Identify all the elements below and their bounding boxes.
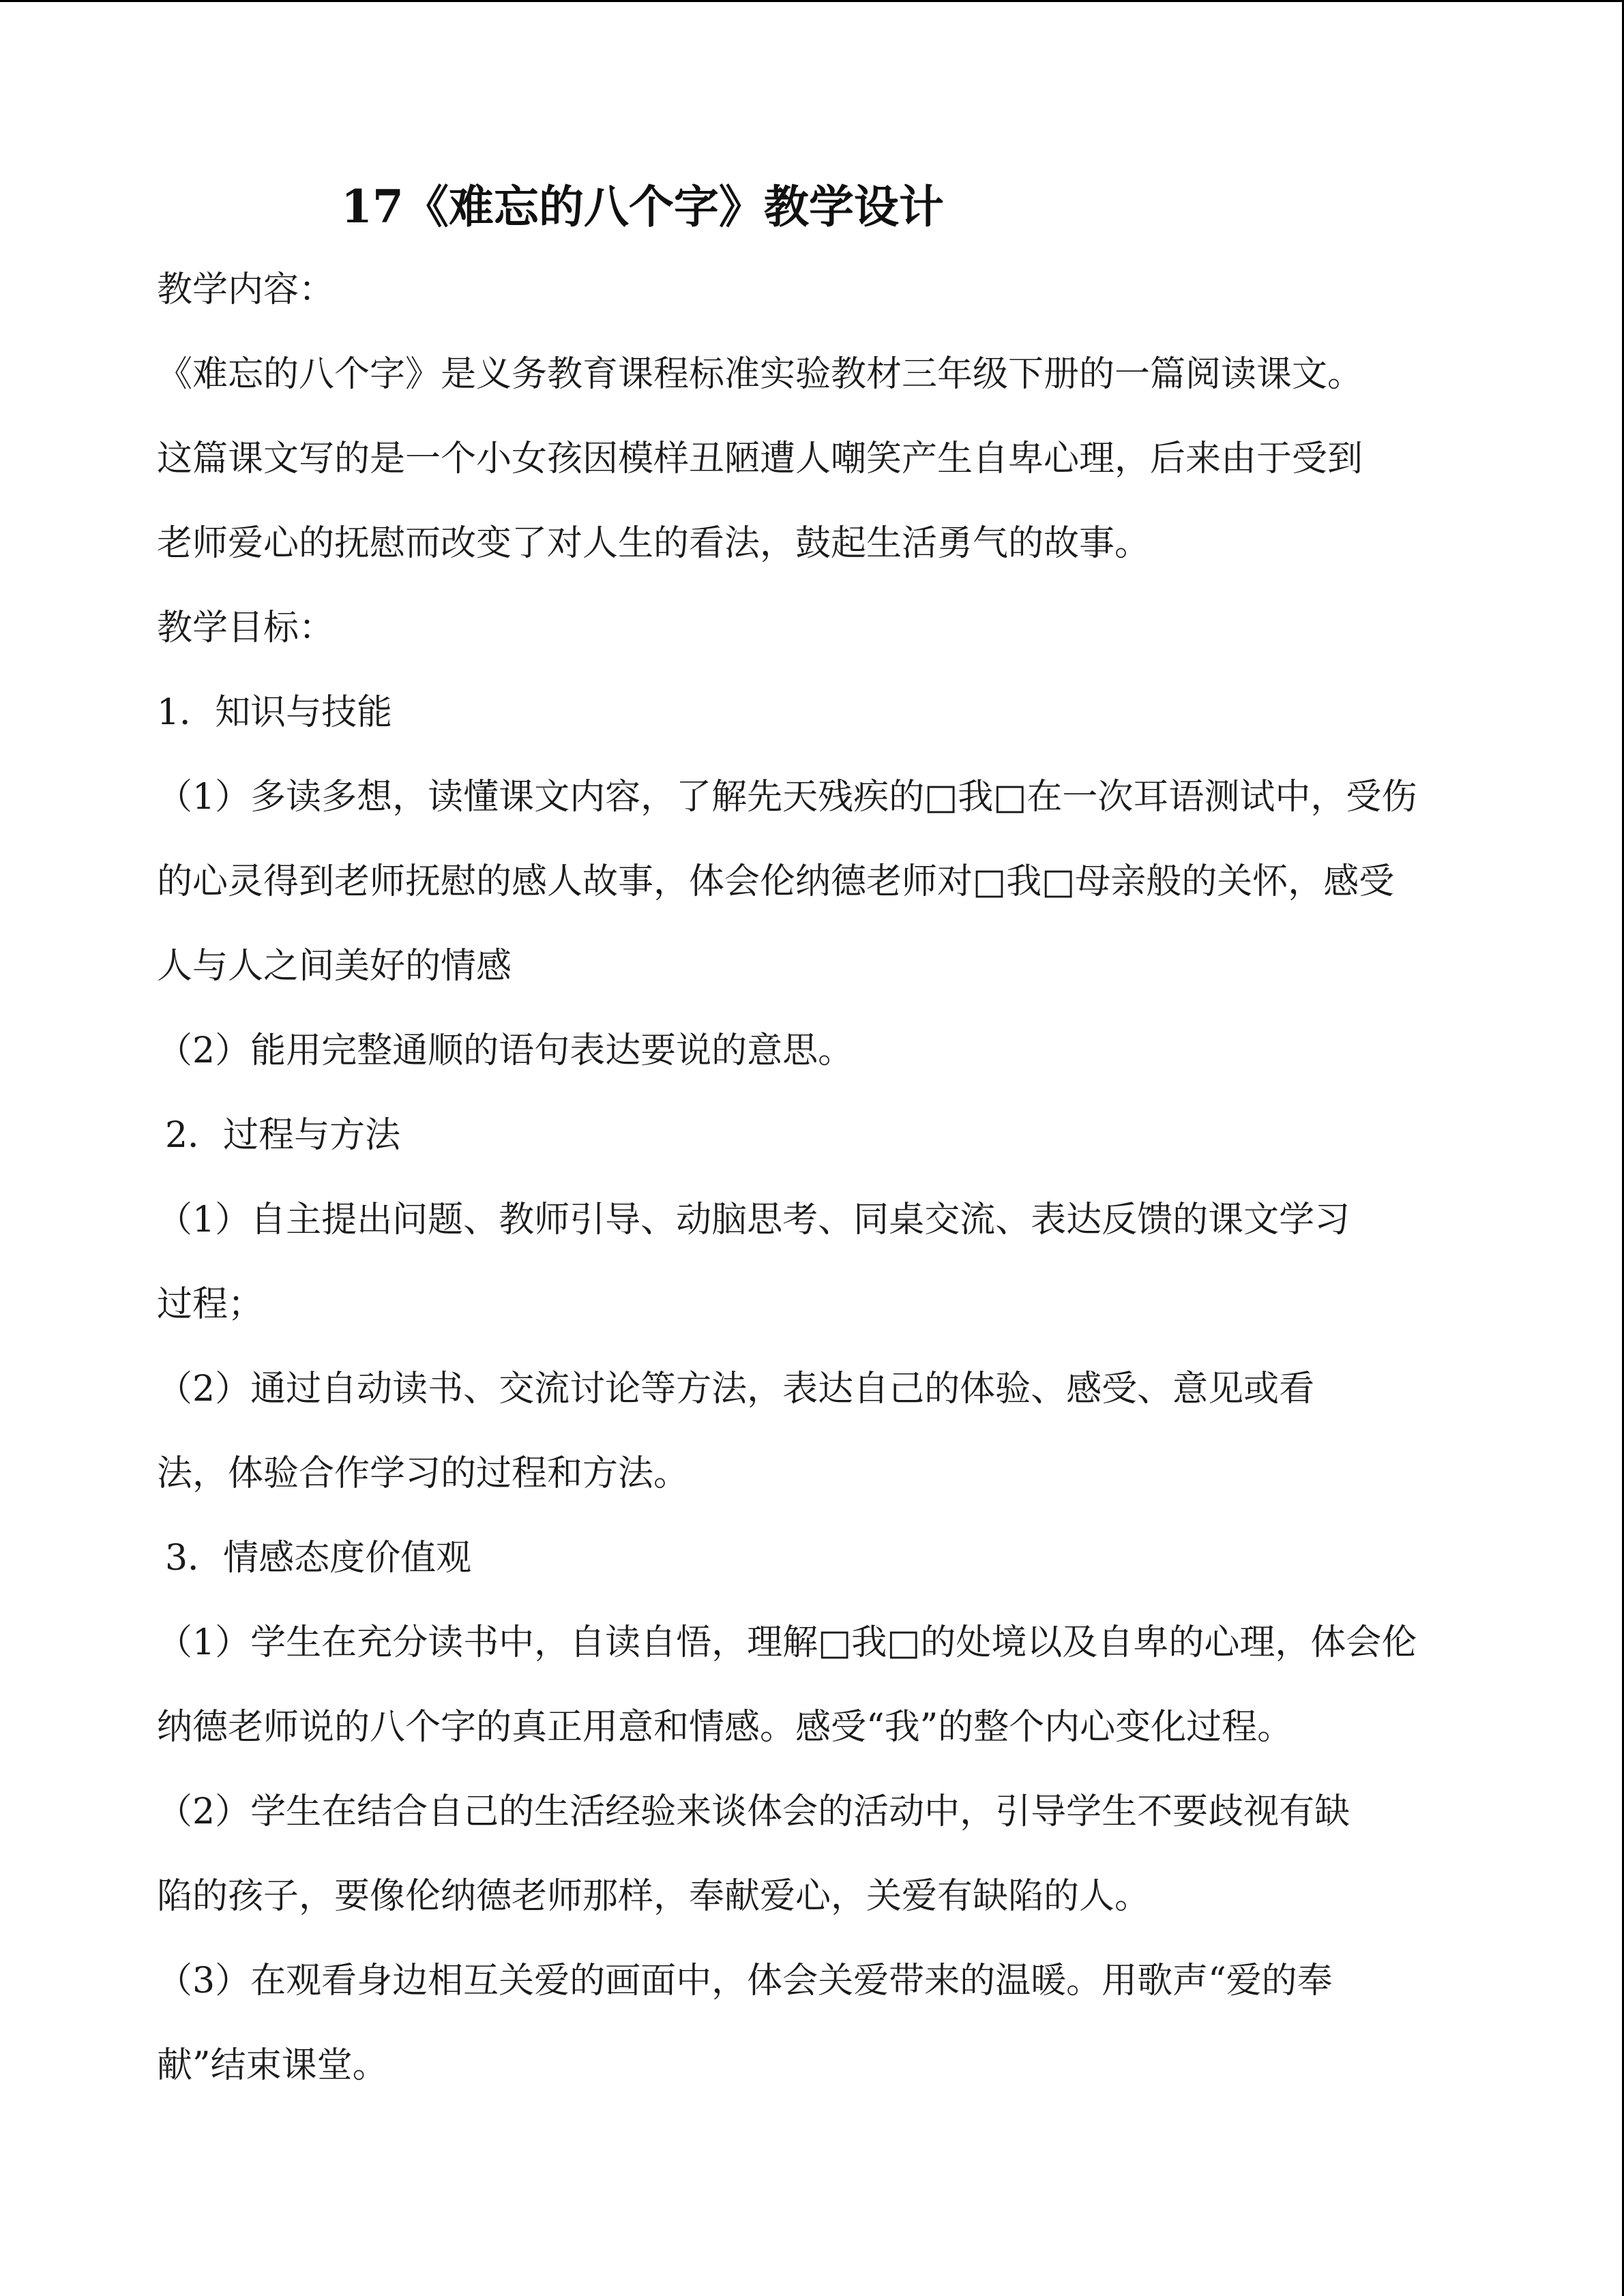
subsection-heading-process: 2．过程与方法 — [165, 1115, 401, 1156]
paragraph-line: （2）能用完整通顺的语句表达要说的意思。 — [157, 1030, 854, 1071]
paragraph-line: 法，体验合作学习的过程和方法。 — [157, 1453, 690, 1494]
document-body — [157, 166, 1494, 2108]
paragraph-line: 陷的孩子，要像伦纳德老师那样，奉献爱心，关爱有缺陷的人。 — [157, 1876, 1151, 1917]
paragraph-line: （1）学生在充分读书中，自读自悟，理解□我□的处境以及自卑的心理，体会伦 — [157, 1622, 1417, 1663]
paragraph-line: 献”结束课堂。 — [157, 2045, 388, 2086]
paragraph-line: 人与人之间美好的情感 — [157, 946, 512, 987]
subsection-heading-emotion: 3．情感态度价值观 — [165, 1538, 472, 1579]
subsection-heading-knowledge: 1．知识与技能 — [157, 692, 393, 733]
paragraph-line: 的心灵得到老师抚慰的感人故事，体会伦纳德老师对□我□母亲般的关怀，感受 — [157, 861, 1395, 902]
document-title: 17《难忘的八个字》教学设计 — [341, 180, 944, 233]
paragraph-line: 纳德老师说的八个字的真正用意和情感。感受“我”的整个内心变化过程。 — [157, 1707, 1293, 1748]
paragraph-line: 过程； — [157, 1284, 264, 1325]
paragraph-line: 老师爱心的抚慰而改变了对人生的看法，鼓起生活勇气的故事。 — [157, 523, 1151, 564]
paragraph-line: 《难忘的八个字》是义务教育课程标准实验教材三年级下册的一篇阅读课文。 — [157, 354, 1363, 395]
section-heading-content: 教学内容： — [157, 269, 335, 310]
paragraph-line: （1）自主提出问题、教师引导、动脑思考、同桌交流、表达反馈的课文学习 — [157, 1199, 1350, 1240]
paragraph-line: （1）多读多想，读懂课文内容，了解先天残疾的□我□在一次耳语测试中，受伤 — [157, 777, 1417, 818]
paragraph-line: （3）在观看身边相互关爱的画面中，体会关爱带来的温暖。用歌声“爱的奉 — [157, 1960, 1333, 2001]
paragraph-line: （2）通过自动读书、交流讨论等方法，表达自己的体验、感受、意见或看 — [157, 1369, 1315, 1410]
paragraph-line: （2）学生在结合自己的生活经验来谈体会的活动中，引导学生不要歧视有缺 — [157, 1791, 1350, 1832]
section-heading-goals: 教学目标： — [157, 608, 335, 648]
paragraph-line: 这篇课文写的是一个小女孩因模样丑陋遭人嘲笑产生自卑心理，后来由于受到 — [157, 438, 1363, 479]
